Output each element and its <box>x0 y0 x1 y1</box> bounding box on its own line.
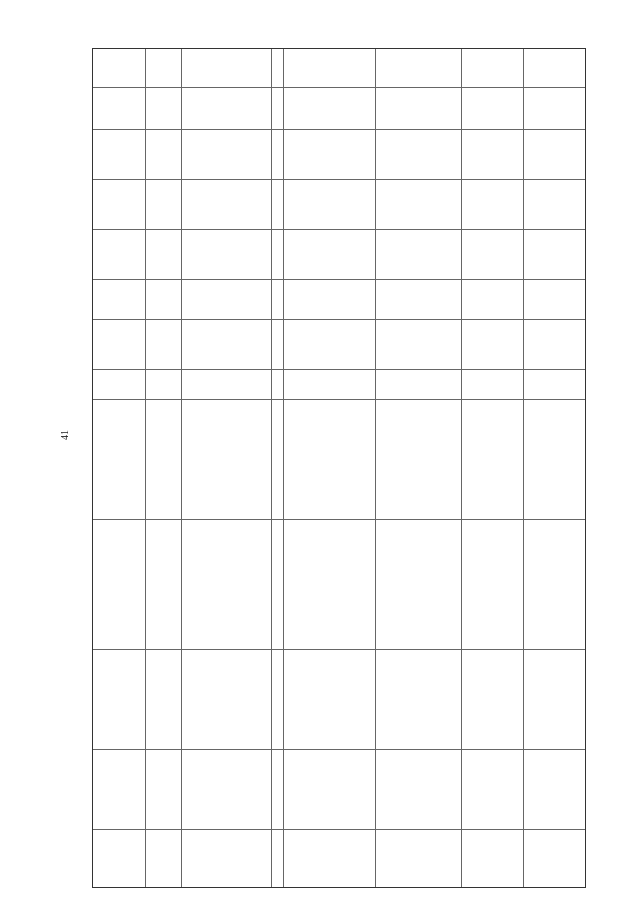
section-divider <box>93 519 585 520</box>
column-divider <box>181 49 182 887</box>
column-divider <box>375 49 376 887</box>
rotated-budget-table <box>92 48 586 888</box>
section-divider <box>93 129 585 130</box>
section-divider <box>93 229 585 230</box>
section-divider <box>93 649 585 650</box>
section-divider <box>93 749 585 750</box>
column-divider <box>461 49 462 887</box>
section-divider <box>93 87 585 88</box>
section-divider <box>93 179 585 180</box>
page-number: 41 <box>60 430 71 440</box>
column-divider <box>523 49 524 887</box>
column-divider <box>283 49 284 887</box>
section-divider <box>93 279 585 280</box>
section-divider <box>93 399 585 400</box>
section-divider <box>93 369 585 370</box>
section-divider <box>93 319 585 320</box>
header-divider <box>145 49 146 887</box>
section-divider <box>93 829 585 830</box>
column-divider <box>271 49 272 887</box>
